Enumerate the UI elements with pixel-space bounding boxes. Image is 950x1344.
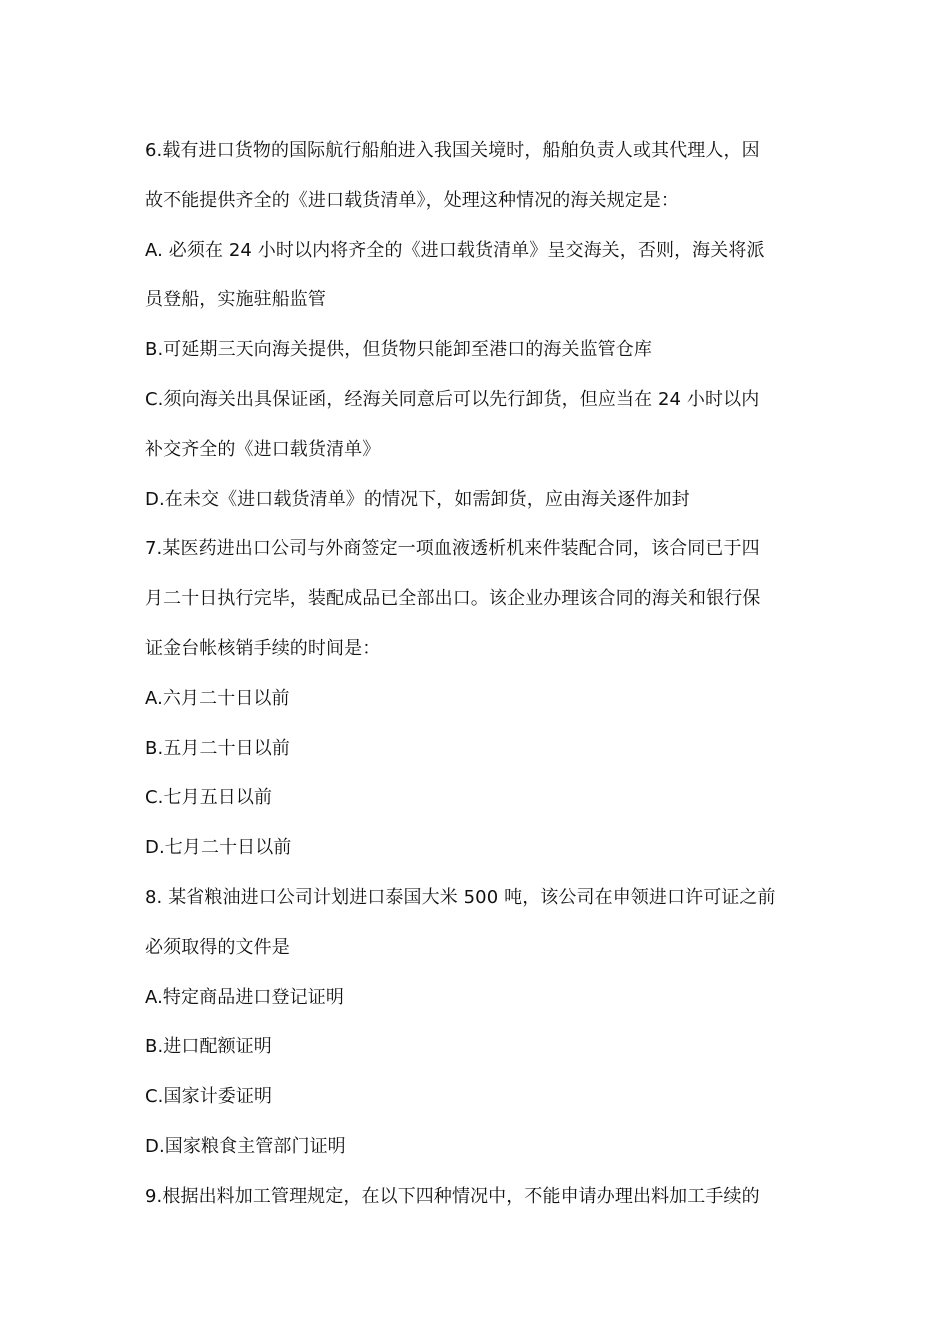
- q8-option-b: B.进口配额证明: [145, 1036, 272, 1058]
- q9-stem-line-1: 9.根据出料加工管理规定，在以下四种情况中，不能申请办理出料加工手续的: [145, 1185, 760, 1207]
- q8-stem-line-2: 必须取得的文件是: [145, 936, 290, 958]
- q6-stem-line-1: 6.载有进口货物的国际航行船舶进入我国关境时，船舶负责人或其代理人，因: [145, 140, 760, 161]
- document-body: [145, 126, 815, 1222]
- q7-option-a: A.六月二十日以前: [145, 687, 290, 709]
- q7-stem-line-1: 7.某医药进出口公司与外商签定一项血液透析机来件装配合同，该合同已于四: [145, 538, 760, 560]
- q7-option-d: D.七月二十日以前: [145, 837, 292, 859]
- q8-option-d: D.国家粮食主管部门证明: [145, 1135, 346, 1157]
- q6-option-b: B.可延期三天向海关提供，但货物只能卸至港口的海关监管仓库: [145, 339, 652, 361]
- q6-option-c-line-2: 补交齐全的《进口载货清单》: [145, 438, 381, 460]
- q6-option-d: D.在未交《进口载货清单》的情况下，如需卸货，应由海关逐件加封: [145, 488, 690, 510]
- q7-option-c: C.七月五日以前: [145, 787, 273, 809]
- q7-stem-line-2: 月二十日执行完毕，装配成品已全部出口。该企业办理该合同的海关和银行保: [145, 588, 761, 610]
- q6-option-a-line-2: 员登船，实施驻船监管: [145, 289, 326, 311]
- q6-stem-line-2: 故不能提供齐全的《进口载货清单》，处理这种情况的海关规定是：: [145, 189, 679, 211]
- q8-option-a: A.特定商品进口登记证明: [145, 986, 344, 1008]
- q6-option-a-line-1: A. 必须在 24 小时以内将齐全的《进口载货清单》呈交海关，否则，海关将派: [145, 239, 765, 261]
- q7-option-b: B.五月二十日以前: [145, 737, 290, 759]
- q7-stem-line-3: 证金台帐核销手续的时间是：: [145, 637, 381, 659]
- q8-stem-line-1: 8. 某省粮油进口公司计划进口泰国大米 500 吨，该公司在申领进口许可证之前: [145, 886, 776, 908]
- q6-option-c-line-1: C.须向海关出具保证函，经海关同意后可以先行卸货，但应当在 24 小时以内: [145, 388, 760, 410]
- q8-option-c: C.国家计委证明: [145, 1086, 273, 1108]
